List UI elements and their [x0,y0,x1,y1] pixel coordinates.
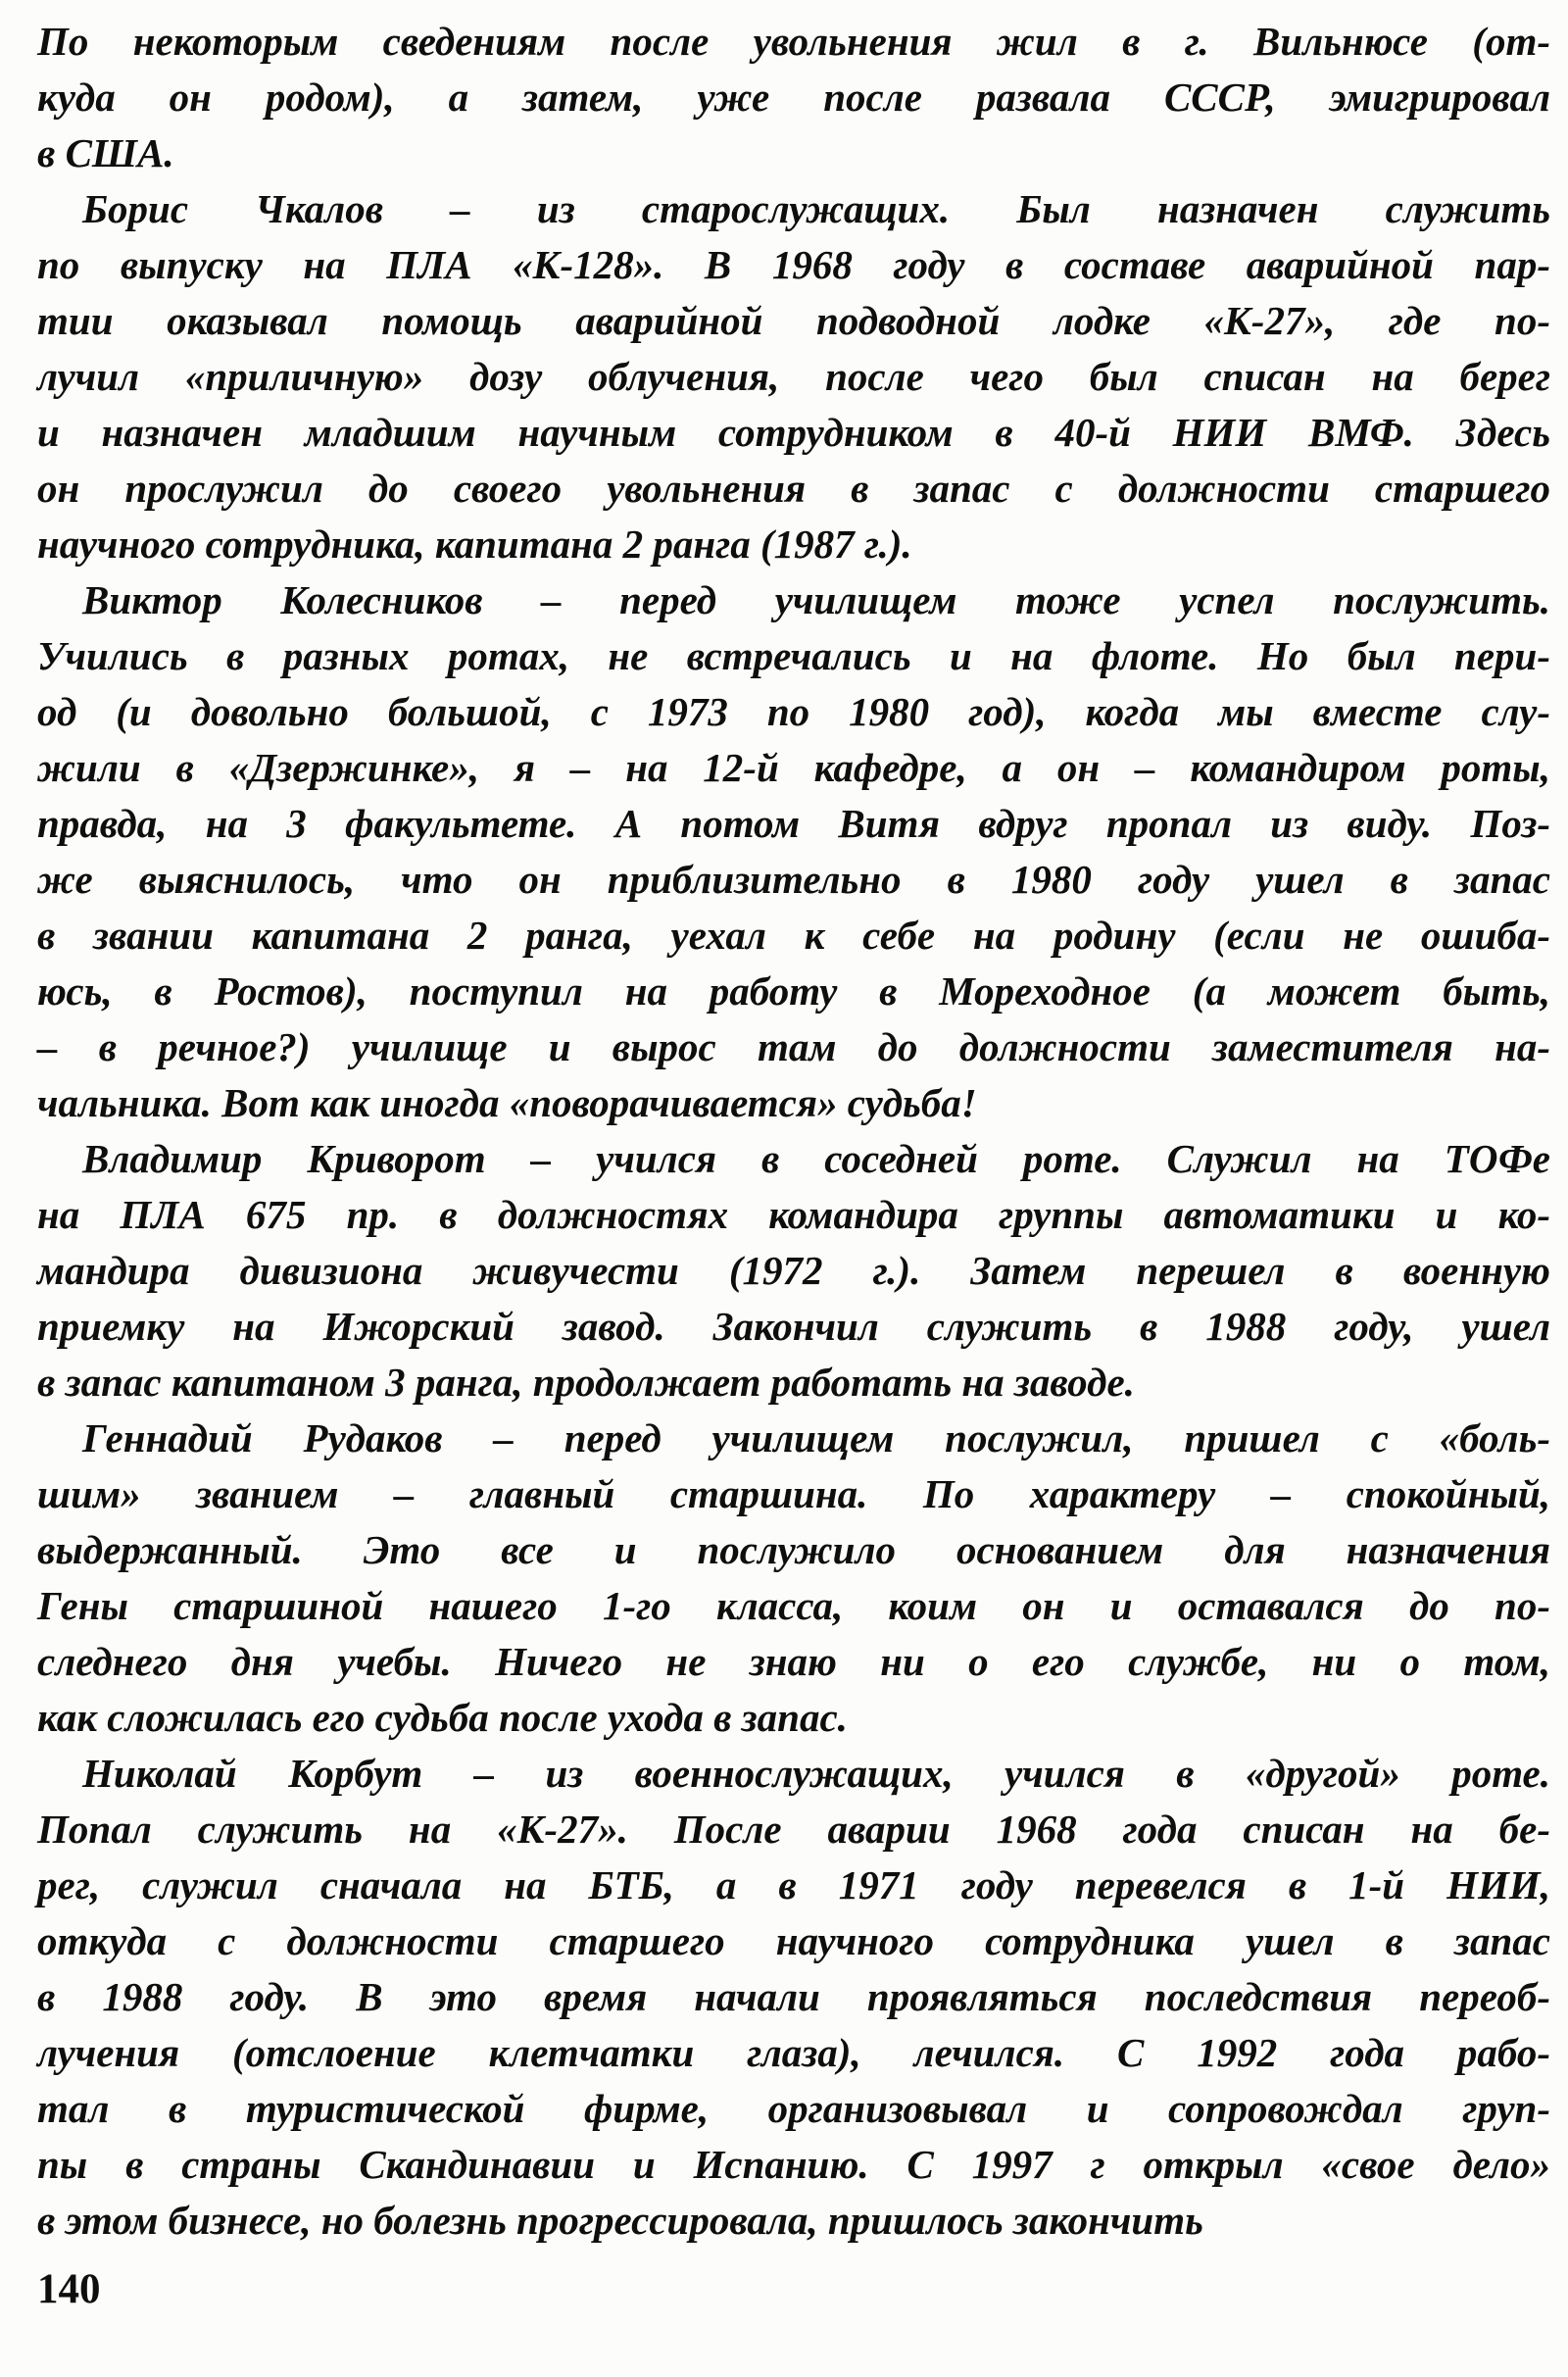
text-line: пы в страны Скандинавии и Испанию. С 1997 г открыл «свое дело» [37,2142,1550,2187]
text-line: юсь, в Ростов), поступил на работу в Мореходное (а может быть, [37,968,1550,1014]
text-line: Попал служить на «К-27». После аварии 1968 года списан на бе- [37,1807,1550,1852]
text-line: тал в туристической фирме, организовывал и сопровождал груп- [37,2086,1550,2131]
text-line: од (и довольно большой, с 1973 по 1980 год), когда мы вместе слу- [37,689,1550,734]
text-line: в США. [37,130,174,175]
text-line: в 1988 году. В это время начали проявляться последствия переоб- [37,1974,1550,2019]
paragraph [37,572,1550,1131]
paragraph [37,1131,1550,1411]
paragraph [37,1411,1550,1746]
paragraph [37,14,1550,181]
text-line: выдержанный. Это все и послужило основанием для назначения [37,1527,1550,1572]
text-line: по выпуску на ПЛА «К-128». В 1968 году в составе аварийной пар- [37,242,1550,287]
text-line: Учились в разных ротах, не встречались и на флоте. Но был пери- [37,633,1550,678]
text-line: он прослужил до своего увольнения в запас с должности старшего [37,466,1550,511]
text-line: шим» званием – главный старшина. По характеру – спокойный, [37,1471,1550,1516]
text-line: чальника. Вот как иногда «поворачивается» судьба! [37,1080,977,1125]
text-line: рег, служил сначала на БТБ, а в 1971 году перевелся в 1-й НИИ, [37,1862,1550,1907]
paragraph [37,1746,1550,2249]
text-line: Виктор Колесников – перед училищем тоже успел послужить. [82,577,1550,622]
text-line: как сложилась его судьба после ухода в запас. [37,1695,848,1740]
text-line: же выяснилось, что он приблизительно в 1980 году ушел в запас [37,857,1550,902]
text-line: – в речное?) училище и вырос там до должности заместителя на- [37,1024,1550,1069]
text-line: научного сотрудника, капитана 2 ранга (1987 г.). [37,521,912,567]
text-line: Николай Корбут – из военнослужащих, учился в «другой» роте. [82,1751,1550,1796]
text-line: Владимир Криворот – учился в соседней роте. Служил на ТОФе [82,1136,1550,1181]
text-line: лучения (отслоение клетчатки глаза), лечился. С 1992 года рабо- [37,2030,1550,2075]
paragraph [37,181,1550,572]
text-line: откуда с должности старшего научного сотрудника ушел в запас [37,1918,1550,1963]
text-block [37,14,1550,2249]
text-line: и назначен младшим научным сотрудником в 40-й НИИ ВМФ. Здесь [37,410,1550,455]
text-line: По некоторым сведениям после увольнения жил в г. Вильнюсе (от- [37,19,1550,64]
text-line: тии оказывал помощь аварийной подводной лодке «К-27», где по- [37,298,1550,343]
text-line: Борис Чкалов – из старослужащих. Был назначен служить [82,186,1550,231]
text-line: приемку на Ижорский завод. Закончил служить в 1988 году, ушел [37,1304,1550,1349]
text-line: куда он родом), а затем, уже после развала СССР, эмигрировал [37,74,1550,120]
text-line: в этом бизнесе, но болезнь прогрессировала, пришлось закончить [37,2198,1203,2243]
page-number: 140 [37,2266,101,2312]
text-line: Гены старшиной нашего 1-го класса, коим он и оставался до по- [37,1583,1550,1628]
text-line: мандира дивизиона живучести (1972 г.). Затем перешел в военную [37,1248,1550,1293]
text-line: в звании капитана 2 ранга, уехал к себе на родину (если не ошиба- [37,913,1550,958]
text-line: Геннадий Рудаков – перед училищем послужил, пришел с «боль- [82,1415,1550,1461]
text-line: следнего дня учебы. Ничего не знаю ни о его службе, ни о том, [37,1639,1550,1684]
text-line: правда, на 3 факультете. А потом Витя вдруг пропал из виду. Поз- [37,801,1550,846]
text-line: на ПЛА 675 пр. в должностях командира группы автоматики и ко- [37,1192,1550,1237]
text-line: лучил «приличную» дозу облучения, после чего был списан на берег [37,354,1550,399]
text-line: жили в «Дзержинке», я – на 12-й кафедре, а он – командиром роты, [37,745,1550,790]
text-line: в запас капитаном 3 ранга, продолжает работать на заводе. [37,1360,1135,1405]
